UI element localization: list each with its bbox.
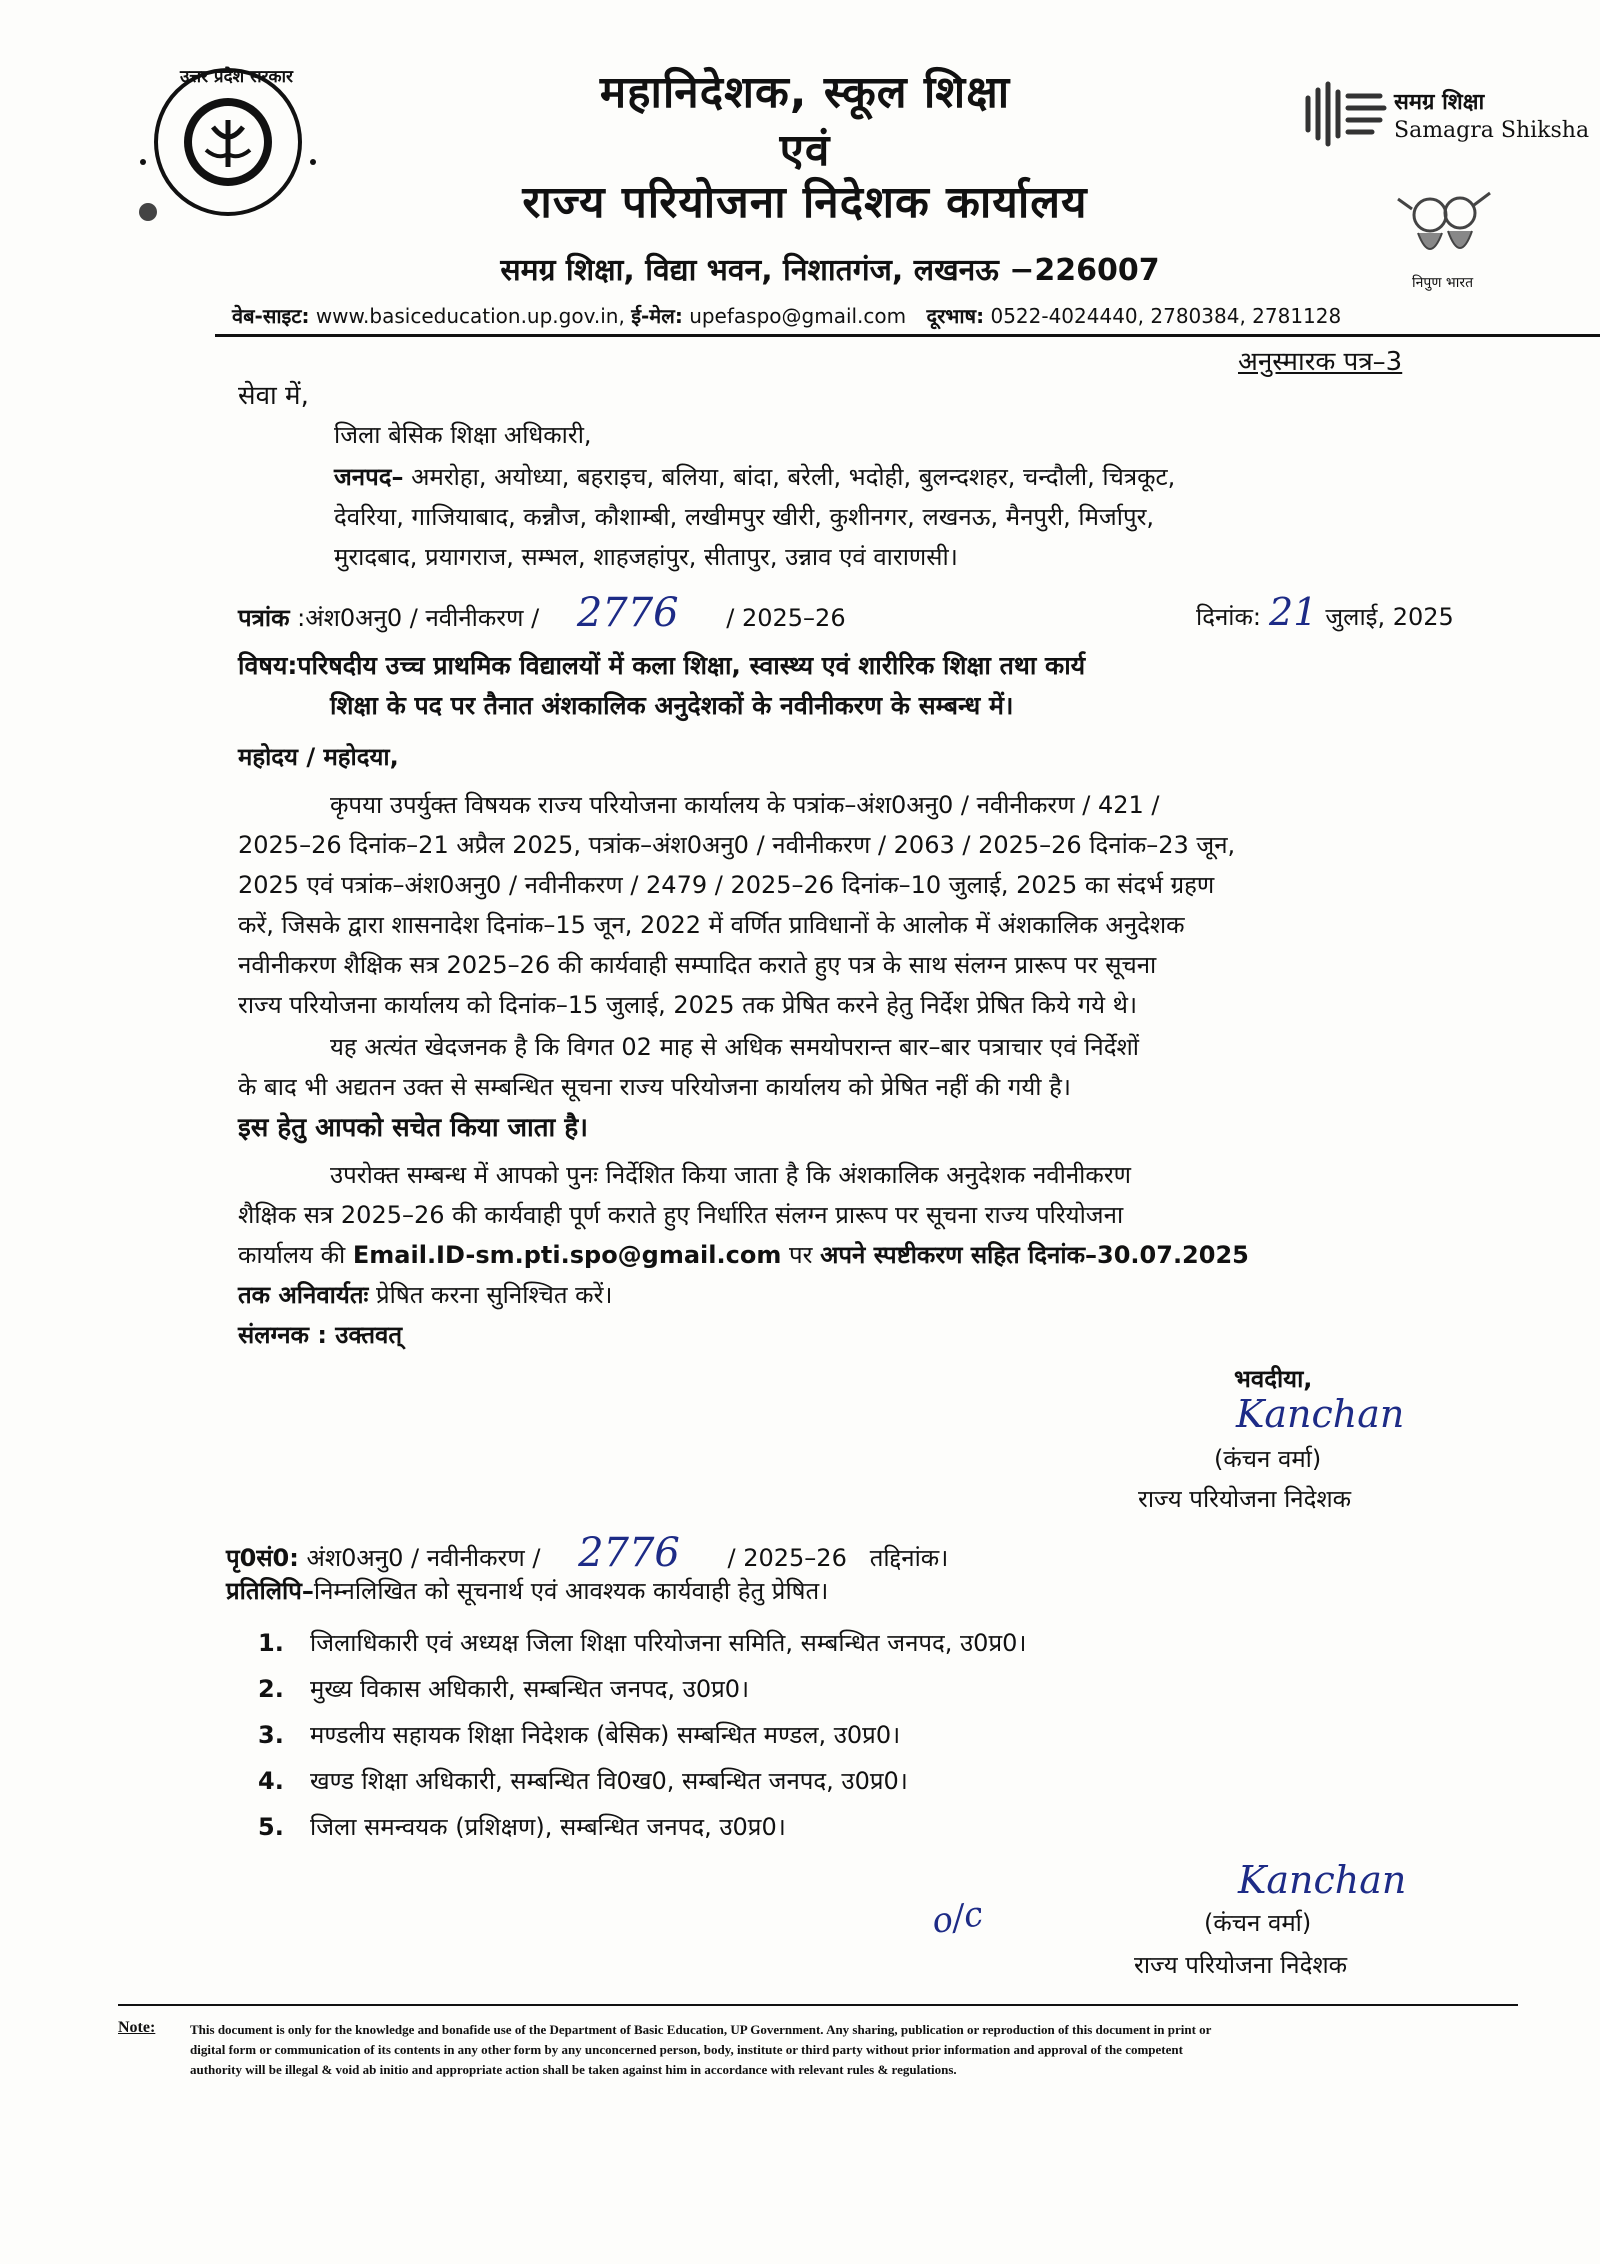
copy-item-1: 1. जिलाधिकारी एवं अध्यक्ष जिला शिक्षा परियोजना समिति, सम्बन्धित जनपद, उ0प्र0। (258, 1629, 1027, 1657)
samagra-shiksha-logo (1302, 78, 1592, 158)
email-link[interactable]: upefaspo@gmail.com (689, 304, 907, 328)
note-line3: authority will be illegal & void ab initio and appropriate action shall be taken against him in accordance with relevant rules & regulations. (190, 2062, 957, 2077)
nipun-bharat-logo (1390, 185, 1510, 295)
up-government-seal (118, 62, 338, 222)
salutation: सेवा में, (238, 381, 309, 411)
note-line2: digital form or communication of its contents in any other form by any unconcerned person, body, institute or third party without prior information and approval of the competent (190, 2042, 1183, 2057)
p3-line2: शैक्षिक सत्र 2025–26 की कार्यवाही पूर्ण कराते हुए निर्धारित संलग्न प्रारूप पर सूचना राज्य परियोजना (238, 1201, 1124, 1229)
p3-line4-b: प्रेषित करना सुनिश्चित करें। (368, 1281, 613, 1309)
addressee-officer: जिला बेसिक शिक्षा अधिकारी, (334, 421, 592, 449)
p3-line4 (238, 1278, 613, 1311)
signatory-name-2: (कंचन वर्मा) (1204, 1909, 1312, 1937)
date-line (1196, 590, 1454, 634)
ref-label: पत्रांक (238, 604, 290, 632)
enclosure: संलग्नक : उक्तवत् (238, 1321, 403, 1349)
district-line1 (334, 460, 1175, 493)
nipun-children-icon (1390, 185, 1500, 270)
samagra-logo-icon (1302, 78, 1390, 150)
district-label: जनपद– (334, 463, 404, 491)
copy-item-5: 5. जिला समन्वयक (प्रशिक्षण), सम्बन्धित जनपद, उ0प्र0। (258, 1813, 786, 1841)
p3-line3-c: अपने स्पष्टीकरण सहित दिनांक–30.07.2025 (820, 1241, 1249, 1269)
ref-suffix: / 2025–26 (726, 604, 846, 632)
signatory-name-1: (कंचन वर्मा) (1214, 1445, 1322, 1473)
email-label: ई-मेल: (631, 304, 683, 328)
districts-1: अमरोहा, अयोध्या, बहराइच, बलिया, बांदा, बरेली, भदोही, बुलन्दशहर, चन्दौली, चित्रकूट, (403, 463, 1176, 491)
endorsement-label: पृ0सं0: (226, 1544, 299, 1572)
reminder-label: अनुस्मारक पत्र–3 (1238, 347, 1403, 377)
ref-prefix: :अंश0अनु0 / नवीनीकरण / (297, 604, 540, 632)
header-title-line1: महानिदेशक, स्कूल शिक्षा (599, 67, 1011, 118)
p3-email-link[interactable]: Email.ID-sm.pti.spo@gmail.com (352, 1241, 782, 1269)
p3-line3-a: कार्यालय की (238, 1241, 353, 1269)
p1-line6: राज्य परियोजना कार्यालय को दिनांक–15 जुलाई, 2025 तक प्रेषित करने हेतु निर्देश प्रेषित किये गये थे। (238, 991, 1138, 1019)
district-line3: मुरादबाद, प्रयागराज, सम्भल, शाहजहांपुर, सीतापुर, उन्नाव एवं वाराणसी। (334, 543, 958, 571)
website-link[interactable]: www.basiceducation.up.gov.in, (315, 304, 625, 328)
p1-line4: करें, जिसके द्वारा शासनादेश दिनांक–15 जून, 2022 में वर्णित प्राविधानों के आलोक में अंशकालिक अनुदेशक (238, 911, 1185, 939)
copy-label: प्रतिलिपि– (226, 1577, 314, 1605)
date-rest: जुलाई, 2025 (1325, 603, 1454, 631)
copy-item-3: 3. मण्डलीय सहायक शिक्षा निदेशक (बेसिक) सम्बन्धित मण्डल, उ0प्र0। (258, 1721, 901, 1749)
p1-line5: नवीनीकरण शैक्षिक सत्र 2025–26 की कार्यवाही सम्पादित कराते हुए पत्र के साथ संलग्न प्रारूप पर सूचना (238, 951, 1157, 979)
website-label: वेब-साइट: (232, 304, 310, 328)
nipun-text: निपुण भारत (1412, 275, 1474, 291)
date-label: दिनांक: (1196, 603, 1262, 631)
signature-1: Kanchan (1236, 1392, 1405, 1436)
phone-label: दूरभाष: (926, 304, 985, 328)
contact-line (232, 302, 1341, 329)
greeting: महोदय / महोदया, (238, 743, 399, 771)
seal-text: उत्तर प्रदेश सरकार (180, 67, 293, 87)
footer-divider (118, 2004, 1518, 2006)
samagra-hi: समग्र शिक्षा (1394, 90, 1485, 115)
district-line2: देवरिया, गाजियाबाद, कन्नौज, कौशाम्बी, लखीमपुर खीरी, कुशीनगर, लखनऊ, मैनपुरी, मिर्जापुर, (334, 503, 1155, 531)
p1-line2: 2025–26 दिनांक–21 अप्रैल 2025, पत्रांक–अंश0अनु0 / नवीनीकरण / 2063 / 2025–26 दिनांक–23 जून, (238, 831, 1236, 859)
signature-2: Kanchan (1238, 1858, 1407, 1902)
p2-warning: इस हेतु आपको सचेत किया जाता है। (238, 1113, 588, 1143)
p3-line3 (238, 1238, 1249, 1271)
subject-line1 (238, 648, 1085, 682)
ref-number-handwritten: 2776 (576, 590, 679, 636)
p2-line1: यह अत्यंत खेदजनक है कि विगत 02 माह से अधिक समयोपरान्त बार–बार पत्राचार एवं निर्देशों (330, 1033, 1139, 1061)
header-divider (215, 334, 1600, 337)
oc-mark: o/c (928, 1893, 987, 1943)
p2-line2: के बाद भी अद्यतन उक्त से सम्बन्धित सूचना राज्य परियोजना कार्यालय को प्रेषित नहीं की गयी है। (238, 1073, 1071, 1101)
endorsement-prefix: अंश0अनु0 / नवीनीकरण / (306, 1544, 541, 1572)
copy-item-2: 2. मुख्य विकास अधिकारी, सम्बन्धित जनपद, उ0प्र0। (258, 1675, 750, 1703)
reference-line (238, 590, 846, 636)
subject-label: विषय (238, 651, 288, 680)
samagra-en: Samagra Shiksha (1394, 118, 1590, 143)
copy-item-4: 4. खण्ड शिक्षा अधिकारी, सम्बन्धित वि0ख0, सम्बन्धित जनपद, उ0प्र0। (258, 1767, 908, 1795)
date-handwritten: 21 (1269, 590, 1318, 634)
phone-numbers: 0522-4024440, 2780384, 2781128 (990, 304, 1342, 328)
signatory-designation-1: राज्य परियोजना निदेशक (1138, 1485, 1352, 1513)
p1-line3: 2025 एवं पत्रांक–अंश0अनु0 / नवीनीकरण / 2479 / 2025–26 दिनांक–10 जुलाई, 2025 का संदर्भ ग्रहण (238, 871, 1215, 899)
header-title-line2: एवं (779, 125, 831, 176)
signatory-designation-2: राज्य परियोजना निदेशक (1134, 1951, 1348, 1979)
subject-text-1: :परिषदीय उच्च प्राथमिक विद्यालयों में कला शिक्षा, स्वास्थ्य एवं शारीरिक शिक्षा तथा कार्य (287, 651, 1086, 680)
endorsement-number-handwritten: 2776 (578, 1530, 680, 1576)
header-title-line3: राज्य परियोजना निदेशक कार्यालय (522, 177, 1088, 228)
p3-line4-a: तक अनिवार्यतः (238, 1281, 369, 1309)
copy-text: निम्नलिखित को सूचनार्थ एवं आवश्यक कार्यवाही हेतु प्रेषित। (313, 1577, 829, 1605)
closing: भवदीया, (1234, 1365, 1313, 1393)
endorsement-suffix: / 2025–26 तद्दिनांक। (727, 1544, 949, 1572)
endorsement-line (226, 1530, 948, 1576)
p3-line3-b: पर (781, 1241, 821, 1269)
p3-line1: उपरोक्त सम्बन्ध में आपको पुनः निर्देशित किया जाता है कि अंशकालिक अनुदेशक नवीनीकरण (330, 1161, 1131, 1189)
note-line1: This document is only for the knowledge and bonafide use of the Department of Basic Education, UP Government. Any sharing, publication or reproduction of this document in print or (190, 2022, 1212, 2037)
subject-line2: शिक्षा के पद पर तैनात अंशकालिक अनुदेशकों के नवीनीकरण के सम्बन्ध में। (330, 691, 1014, 720)
p1-line1: कृपया उपर्युक्त विषयक राज्य परियोजना कार्यालय के पत्रांक–अंश0अनु0 / नवीनीकरण / 421 / (330, 791, 1160, 819)
note-label: Note: (118, 2019, 156, 2036)
header-address: समग्र शिक्षा, विद्या भवन, निशातगंज, लखनऊ −226007 (500, 253, 1160, 288)
copy-line (226, 1574, 828, 1607)
